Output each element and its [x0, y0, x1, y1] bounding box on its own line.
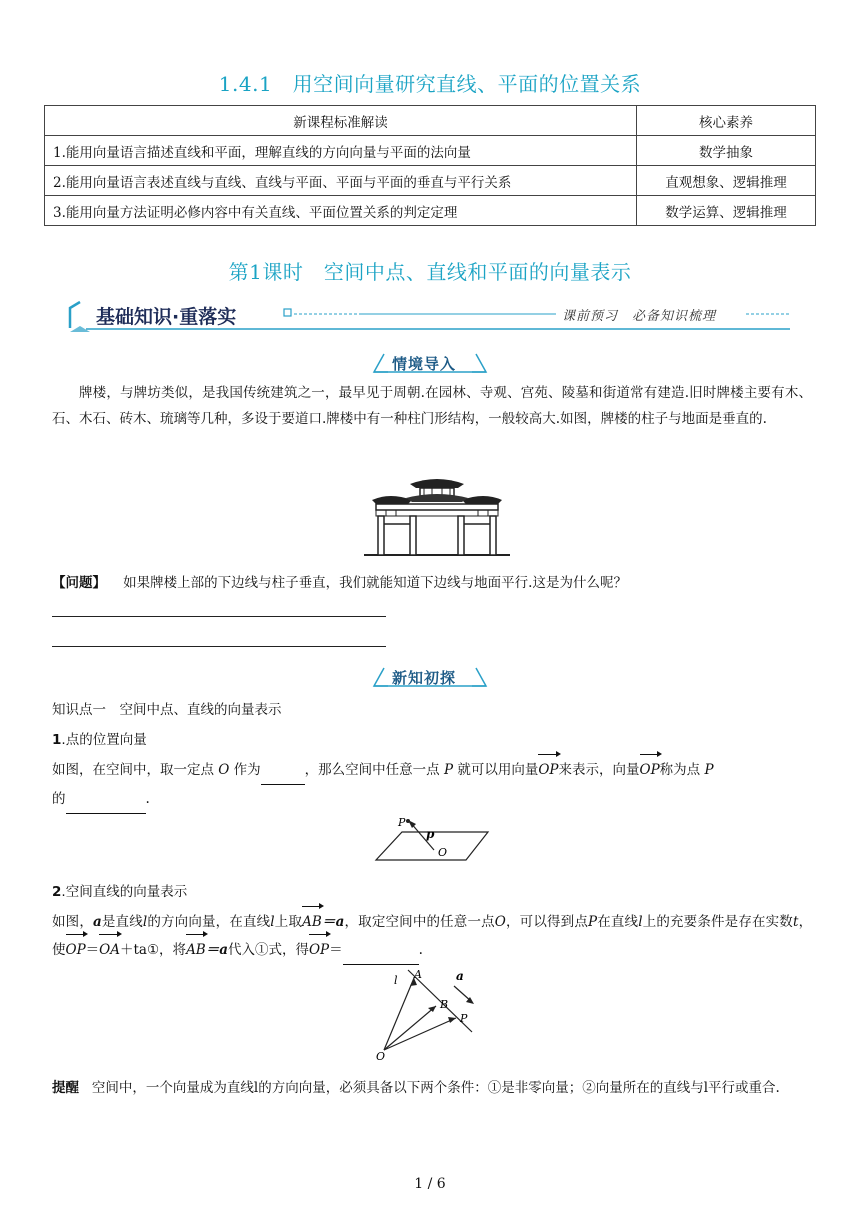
text-span: ＋ta①，将	[119, 942, 187, 958]
fig2-label-P: P	[460, 1012, 468, 1025]
text-span: ，使	[52, 914, 813, 958]
vector-ab: AB	[186, 936, 206, 964]
intro-paragraph: 牌楼，与牌坊类似，是我国传统建筑之一，最早见于周朝.在园林、寺观、宫苑、陵墓和街道常有建造.旧时牌楼主要有木、石、木石、砖木、琉璃等几种，多设于要道口.牌楼中有一种柱门形结构，一般较高大.如图，牌楼的柱子与地面是垂直的.	[52, 385, 812, 427]
table-header-row	[45, 106, 816, 136]
item1-heading	[52, 728, 147, 748]
text-span: 作为	[233, 762, 261, 778]
text-span: 上取	[274, 914, 303, 930]
fill-blank[interactable]	[261, 756, 305, 785]
item1-title: .点的位置向量	[61, 732, 147, 748]
text-span: ＝	[329, 942, 343, 958]
table-cell: 2.能用向量语言表述直线与直线、直线与平面、平面与平面的垂直与平行关系	[45, 166, 637, 196]
fig1-label-O: O	[438, 846, 448, 859]
banner-title: 基础知识·重落实	[96, 306, 237, 328]
text-span: 称为点	[659, 762, 701, 778]
item2-number: 2	[52, 884, 62, 900]
table-cell: 直观想象、逻辑推理	[637, 166, 816, 196]
table-row	[45, 136, 816, 166]
item2-title: .空间直线的向量表示	[61, 884, 188, 900]
vector-op: OP	[66, 936, 86, 964]
table-cell: 1.能用向量语言描述直线和平面，理解直线的方向向量与平面的法向量	[45, 136, 637, 166]
banner-subtitle: 课前预习 必备知识梳理	[562, 309, 717, 324]
question-text: 如果牌楼上部的下边线与柱子垂直，我们就能知道下边线与地面平行.这是为什么呢？	[123, 575, 627, 591]
equals-a: ＝a	[205, 942, 228, 958]
text-span: 来表示，向量	[558, 762, 640, 778]
text-span: 如图，在空间中，取一定点	[52, 762, 214, 778]
item1-number: 1	[52, 732, 62, 748]
real-t: t	[792, 914, 799, 930]
table-header-literacy: 核心素养	[637, 106, 816, 136]
item1-paragraph	[52, 756, 812, 814]
fig2-label-O: O	[376, 1050, 386, 1062]
text-span: 在直线	[597, 914, 639, 930]
table-cell: 数学抽象	[637, 136, 816, 166]
reminder-text: 空间中，一个向量成为直线l的方向向量，必须具备以下两个条件：①是非零向量；②向量所在的直线与l平行或重合.	[91, 1080, 780, 1096]
vector-op: OP	[640, 756, 660, 784]
point-o: O	[494, 914, 506, 930]
fig2-label-a: a	[456, 969, 464, 983]
fig1-label-P: P	[398, 816, 406, 829]
section-banner	[66, 298, 796, 334]
item2-heading	[52, 880, 187, 900]
question-paragraph	[52, 570, 812, 596]
table-row	[45, 166, 816, 196]
vector-op: OP	[309, 936, 329, 964]
fig2-label-B: B	[440, 998, 449, 1011]
text-span: 的方向向量，在直线	[147, 914, 271, 930]
line-l: l	[270, 914, 275, 930]
text-span: 上的充要条件是存在实数	[642, 914, 793, 930]
text-span: ，可以得到点	[505, 914, 588, 930]
question-tag: 【问题】	[52, 575, 106, 591]
point-p: P	[587, 914, 598, 930]
vector-oa: OA	[99, 936, 120, 964]
fill-blank[interactable]	[66, 785, 146, 814]
section-title: 情境导入	[392, 355, 457, 373]
page-number: 1 / 6	[414, 1176, 446, 1192]
reminder-tag: 提醒	[52, 1080, 79, 1096]
text-span: 代入①式，得	[227, 942, 309, 958]
position-vector-figure-icon	[372, 812, 492, 864]
text-span: ＝	[85, 942, 100, 958]
text-span: .	[418, 942, 423, 958]
main-title: 1.4.1 用空间向量研究直线、平面的位置关系	[218, 72, 642, 96]
line-vector-figure-icon	[372, 966, 482, 1062]
text-span: 就可以用向量	[457, 762, 539, 778]
fig2-label-A: A	[414, 968, 422, 981]
pailou-illustration-icon	[362, 462, 512, 558]
standards-table	[44, 105, 816, 226]
lesson-title: 第1课时 空间中点、直线和平面的向量表示	[228, 260, 632, 284]
fig1-label-p: p	[426, 827, 435, 841]
item2-paragraph	[52, 908, 812, 965]
text-span: 的	[52, 791, 66, 807]
text-span: ，那么空间中任意一点	[304, 762, 440, 778]
knowledge-point-heading: 知识点一 空间中点、直线的向量表示	[52, 702, 282, 718]
vector-op: OP	[538, 756, 558, 784]
section-title: 新知初探	[392, 669, 457, 687]
answer-line[interactable]	[52, 646, 386, 647]
point-p: P	[443, 762, 454, 778]
table-cell: 数学运算、逻辑推理	[637, 196, 816, 226]
point-o: O	[218, 762, 230, 778]
text-span: ，取定空间中的任意一点	[344, 914, 495, 930]
vector-ab: AB	[302, 908, 322, 936]
reminder-paragraph	[52, 1074, 812, 1102]
text-span: .	[145, 791, 150, 807]
text-span: 是直线	[101, 914, 143, 930]
section-heading-new-knowledge	[370, 664, 490, 690]
point-p: P	[704, 762, 714, 778]
line-l: l	[638, 914, 643, 930]
section-heading-scenario	[370, 350, 490, 376]
table-header-standard: 新课程标准解读	[45, 106, 637, 136]
fill-blank[interactable]	[343, 936, 419, 965]
line-l: l	[142, 914, 148, 930]
fig2-label-l: l	[394, 974, 398, 987]
equals-a: ＝a	[321, 914, 345, 930]
vector-a: a	[92, 914, 102, 930]
table-cell: 3.能用向量方法证明必修内容中有关直线、平面位置关系的判定定理	[45, 196, 637, 226]
answer-line[interactable]	[52, 616, 386, 617]
table-row	[45, 196, 816, 226]
text-span: 如图，	[52, 914, 93, 930]
